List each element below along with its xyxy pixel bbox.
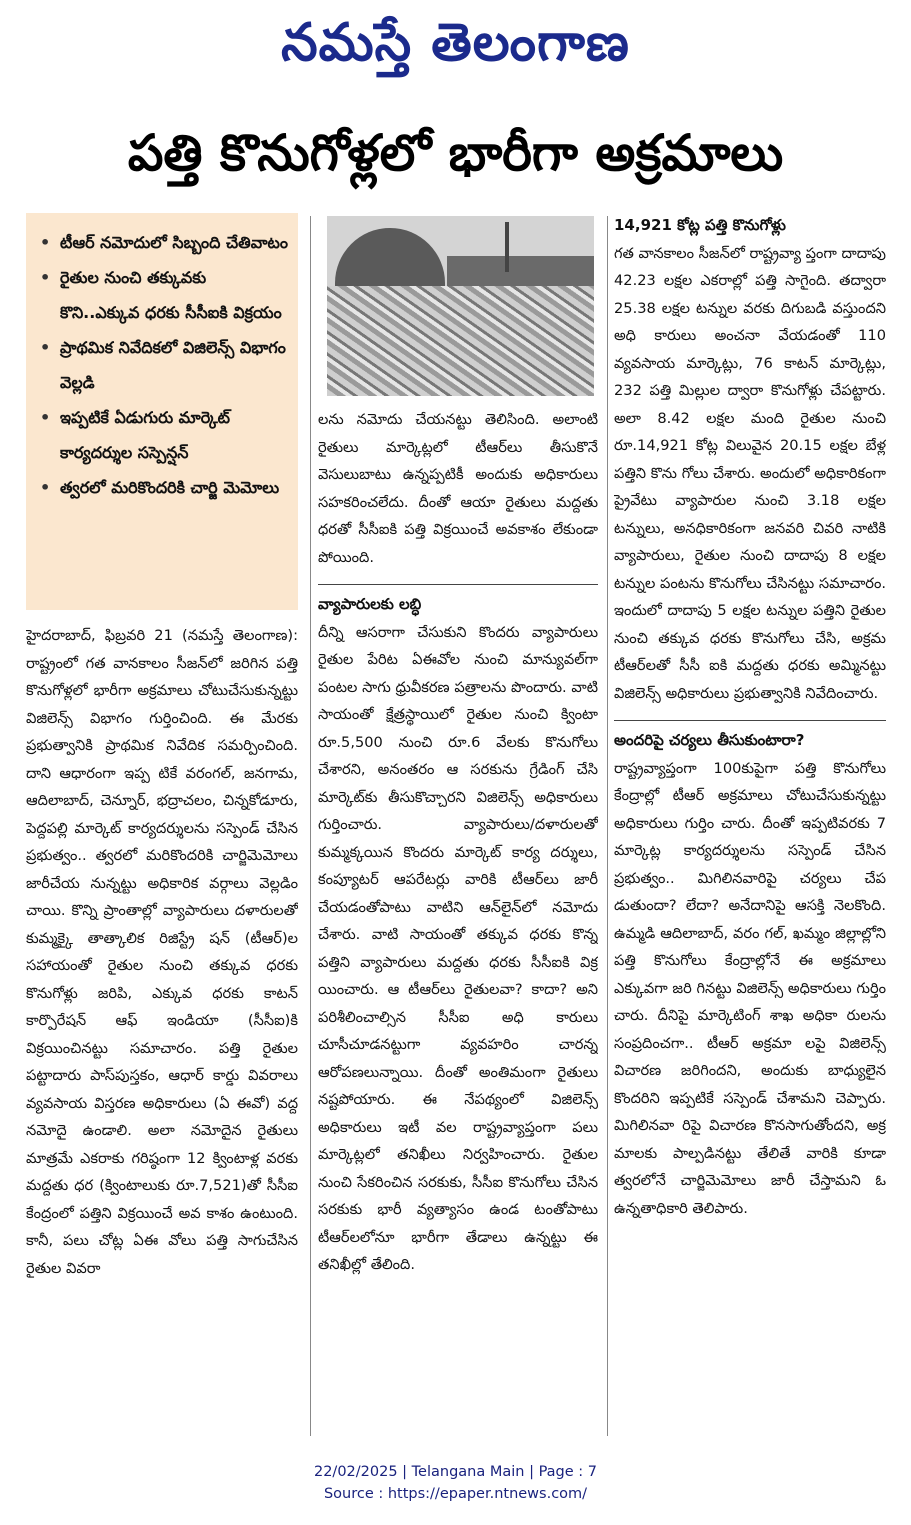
section-subhead: వ్యాపారులకు లబ్ధి bbox=[318, 595, 422, 613]
footer-source-line: Source : https://epaper.ntnews.com/ bbox=[323, 1486, 588, 1502]
footer-date-line: 22/02/2025 | Telangana Main | Page : 7 bbox=[313, 1464, 598, 1480]
highlights-box bbox=[26, 213, 298, 610]
bullet-icon: • bbox=[40, 268, 51, 287]
body-text: దీన్ని ఆసరాగా చేసుకుని కొందరు వ్యాపారులు రైతుల పేరిట ఏఈవోల నుంచి మాన్యువల్‌గా పంటల సాగు ధ్రువీకరణ పత్రాలను పొందారు. వాటి సాయంతో క్షేత్రస్థాయిలో రైతుల నుంచి క్వింటా రూ.5,500 నుంచి రూ.6 వేలకు కొనుగోలు చేశారని, అనంతరం ఆ సరకును గ్రేడింగ్ చేసి మార్కెట్‌కు తీసుకొచ్చారని విజిలెన్స్ అధికారులు గుర్తించారు. వ్యాపారులు/దళారులతో కుమ్మక్కయిన కొందరు మార్కెట్ కార్య దర్శులు, కంప్యూటర్ ఆపరేటర్లు వారికి టీఆర్‌లు జారీ చేయడంతోపాటు వాటిని ఆన్‌లైన్‌లో నమోదు చేశారు. వాటి సాయంతో తక్కువ ధరకు కొన్న పత్తిని వ్యాపారులు మద్దతు ధరకు సీసీఐకి విక్ర యించారు. ఆ టీఆర్‌లు రైతులవా? కాదా? అని పరిశీలించాల్సిన సీసీఐ అధి కారులు చూసీచూడనట్టుగా వ్యవహరిం చారన్న ఆరోపణలున్నాయి. దీంతో అంతిమంగా రైతులు నష్టపోయారు. ఈ నేపథ్యంలో విజిలెన్స్ అధికారులు ఇటీ వల రాష్ట్రవ్యాప్తంగా పలు మార్కెట్లలో తనిఖీలు నిర్వహించారు. రైతుల నుంచి సేకరించిన సరకుకు, సీసీఐ కొనుగోలు చేసిన సరకుకు భారీ వ్యత్యాసం ఉండ టంతోపాటు టీఆర్‌లలోనూ భారీగా తేడాలు ఉన్నట్టు ఈ తనిఖీల్లో తేలింది. bbox=[318, 623, 598, 1273]
column-divider bbox=[607, 216, 608, 1436]
article-column-1 bbox=[26, 622, 298, 1442]
bullet-icon: • bbox=[40, 478, 51, 497]
bullet-icon: • bbox=[40, 233, 51, 252]
highlight-item: • టీఆర్ నమోదులో సిబ్బంది చేతివాటం bbox=[40, 225, 290, 260]
bullet-icon: • bbox=[40, 338, 51, 357]
article-column-3 bbox=[614, 212, 886, 1436]
newspaper-masthead: నమస్తే తెలంగాణ bbox=[281, 13, 630, 73]
article-column-2 bbox=[318, 406, 598, 1436]
highlight-item: • ప్రాథమిక నివేదికలో విజిలెన్స్ విభాగం వెల్లడి bbox=[40, 330, 290, 400]
highlight-item: • ఇప్పటికే ఏడుగురు మార్కెట్ కార్యదర్శుల సస్పెన్షన్ bbox=[40, 400, 290, 470]
body-text: రాష్ట్రవ్యాప్తంగా 100కుపైగా పత్తి కొనుగోలు కేంద్రాల్లో టీఆర్ అక్రమాలు చోటుచేసుకున్నట్టు అధికారులు గుర్తిం చారు. దీంతో ఇప్పటివరకు 7 మార్కెట్ల కార్యదర్శులను సస్పెండ్ చేసిన ప్రభుత్వం.. మిగిలినవారిపై చర్యలు చేప డుతుందా? లేదా? అనేదానిపై ఆసక్తి నెలకొంది. ఉమ్మడి ఆదిలాబాద్, వరం గల్, ఖమ్మం జిల్లాల్లోని పత్తి కొనుగోలు కేంద్రాల్లోనే ఈ అక్రమాలు ఎక్కువగా జరి గినట్టు విజిలెన్స్ అధికారులు గుర్తిం చారు. దీనిపై మార్కెటింగ్ శాఖ అధికా రులను సంప్రదించగా.. టీఆర్ అక్రమా లపై విజిలెన్స్ విచారణ జరిగిందని, అందుకు బాధ్యులైన కొందరిని ఇప్పటికే సస్పెండ్ చేశామని చెప్పారు. మిగిలినవా రిపై విచారణ కొనసాగుతోందని, అక్ర మాలకు పాల్పడినట్టు తేలితే వారికి కూడా త్వరలోనే చార్జిమెమోలు జారీ చేస్తామని ఓ ఉన్నతాధికారి తెలిపారు. bbox=[614, 759, 886, 1217]
body-text: గత వానకాలం సీజన్‌లో రాష్ట్రవ్యా ప్తంగా దాదాపు 42.23 లక్షల ఎకరాల్లో పత్తి సాగైంది. తద్వారా 25.38 లక్షల టన్నుల వరకు దిగుబడి వస్తుందని అధి కారులు అంచనా వేయడంతో 110 వ్యవసాయ మార్కెట్లు, 76 కాటన్ మార్కెట్లు, 232 పత్తి మిల్లుల ద్వారా కొనుగోళ్లు చేపట్టారు. అలా 8.42 లక్షల మంది రైతుల నుంచి రూ.14,921 కోట్ల విలువైన 20.15 లక్షల బేళ్ల పత్తిని కొను గోలు చేశారు. అందులో అధికారికంగా ప్రైవేటు వ్యాపారుల నుంచి 3.18 లక్షల టన్నులు, అనధికారికంగా జనవరి చివరి నాటికి వ్యాపారులు, రైతుల నుంచి దాదాపు 8 లక్షల టన్నుల పంటను కొనుగోలు చేసినట్టు సమాచారం. ఇందులో దాదాపు 5 లక్షల టన్నుల పత్తిని రైతుల నుంచి తక్కువ ధరకు కొనుగోలు చేసి, అక్రమ టీఆర్‌లతో సీసీ ఐకి మద్దతు ధరకు అమ్మినట్టు విజిలెన్స్ అధికారులు ప్రభుత్వానికి నివేదించారు. bbox=[614, 244, 886, 702]
bullet-icon: • bbox=[40, 408, 51, 427]
cotton-market-photo bbox=[327, 216, 594, 396]
section-subhead: అందరిపై చర్యలు తీసుకుంటారా? bbox=[614, 731, 805, 749]
section-rule bbox=[614, 707, 886, 721]
highlight-item: • త్వరలో మరికొందరికి చార్జి మెమోలు bbox=[40, 470, 290, 505]
body-text: హైదరాబాద్, ఫిబ్రవరి 21 (నమస్తే తెలంగాణ): రాష్ట్రంలో గత వానకాలం సీజన్‌లో జరిగిన పత్తి కొనుగోళ్లలో భారీగా అక్రమాలు చోటుచేసుకున్నట్టు విజిలెన్స్ విభాగం గుర్తించింది. ఈ మేరకు ప్రభుత్వానికి ప్రాథమిక నివేదిక సమర్పించింది. దాని ఆధారంగా ఇప్ప టికే వరంగల్, జనగామ, ఆదిలాబాద్, చెన్నూర్, భద్రాచలం, చిన్నకోడూరు, పెద్దపల్లి మార్కెట్ కార్యదర్శులను సస్పెండ్ చేసిన ప్రభుత్వం.. త్వరలో మరికొందరికి చార్జిమెమోలు జారీచేయ నున్నట్టు అధికారిక వర్గాలు వెల్లడిం చాయి. కొన్ని ప్రాంతాల్లో వ్యాపారులు దళారులతో కుమ్మక్కై తాత్కాలిక రిజిస్ట్రే షన్ (టీఆర్)ల సహాయంతో రైతుల నుంచి తక్కువ ధరకు కొనుగోళ్లు జరిపి, ఎక్కువ ధరకు కాటన్ కార్పొరేషన్ ఆఫ్ ఇండియా (సీసీఐ)కి విక్రయించినట్టు సమాచారం. పత్తి రైతుల పట్టాదారు పాస్‌పుస్తకం, ఆధార్ కార్డు వివరాలు వ్యవసాయ విస్తరణ అధికారులు (ఏ ఈవో) వద్ద నమోదై ఉండాలి. అలా నమోదైన రైతులు మాత్రమే ఎకరాకు గరిష్ఠంగా 12 క్వింటాళ్ల వరకు మద్దతు ధర (క్వింటాలుకు రూ.7,521)తో సీసీఐ కేంద్రంలో పత్తిని విక్రయించే అవ కాశం ఉంటుంది. కానీ, పలు చోట్ల ఏఈ వోలు పత్తి సాగుచేసిన రైతుల వివరా bbox=[26, 627, 298, 1277]
article-headline: పత్తి కొనుగోళ్లలో భారీగా అక్రమాలు bbox=[127, 124, 784, 182]
section-rule bbox=[318, 571, 598, 585]
highlight-item: • రైతుల నుంచి తక్కువకు కొని..ఎక్కువ ధరకు సీసీఐకి విక్రయం bbox=[40, 260, 290, 330]
body-text: లను నమోదు చేయనట్టు తెలిసింది. అలాంటి రైతులు మార్కెట్లలో టీఆర్‌లు తీసుకొనే వెసులుబాటు ఉన్నప్పటికీ అందుకు అధికారులు సహకరించలేదు. దీంతో ఆయా రైతులు మద్దతు ధరతో సీసీఐకి పత్తి విక్రయించే అవకాశం లేకుండా పోయింది. bbox=[318, 411, 598, 566]
column-divider bbox=[310, 216, 311, 1436]
section-subhead: 14,921 కోట్ల పత్తి కొనుగోళ్లు bbox=[614, 216, 786, 234]
